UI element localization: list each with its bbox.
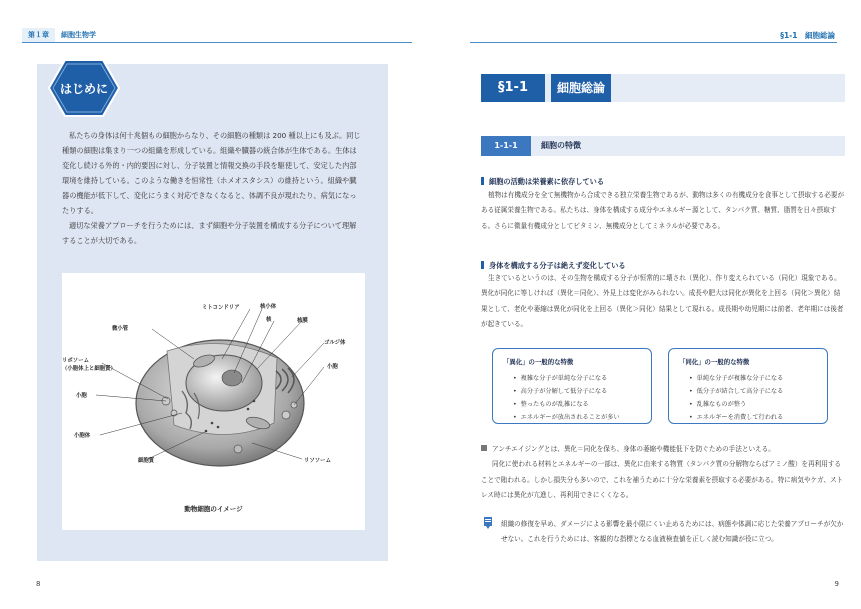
paragraph-molecules: 生きているというのは、その生物を構成する分子が恒常的に壊され（異化）、作り変えられている（同化）現象である。異化が同化に等しければ（異化＝同化）、外見上は変化がみられない。成長や肥大は同化が異化を上回る（同化＞異化）結果として、老化や萎縮は異化が同化を上回る（異化＞同化）結果として現れる。成長期や幼児期には前者、老年期には後者が起きている。: [481, 274, 844, 329]
heading-molecules: 身体を構成する分子は絶えず変化している: [481, 261, 626, 271]
list-item: • 複雑な分子が単純な分子になる: [513, 372, 620, 385]
section-number: §1-1: [481, 74, 545, 102]
note-lead: [481, 442, 845, 457]
card-anabolism-list: [689, 372, 783, 424]
intro-paragraph-1: 私たちの身体は何十兆個もの細胞からなり、その細胞の種類は 200 種以上にも及ぶ。同じ種類の細胞は集まり一つの組織を形成している。組織や臓器の統合体が生体である。生体は変化し続ける外的・内的要因に対し、分子装置と情報交換の手段を駆使して、安定した内部環境を維持している。このような働きを恒常性（ホメオスタシス）の維持という。組織や臓器の機能が低下して、変化にうまく対応できなくなると、体調不良が現れたり、病気になったりする。: [62, 131, 361, 215]
section-title-bar: [481, 74, 845, 102]
label-cytoplasm: 細胞質: [138, 458, 155, 464]
label-nuclear-membrane: 核膜: [297, 318, 308, 324]
chapter-tab: [22, 28, 96, 42]
list-item: • エネルギーが放出されることが多い: [513, 411, 620, 424]
subsection-number: 1-1-1: [481, 136, 531, 156]
note-lead-text: アンチエイジングとは、異化＝同化を保ち、身体の萎縮や機能低下を防ぐための手法といえる。: [492, 445, 775, 453]
figure-caption: 動物細胞のイメージ: [184, 505, 243, 513]
label-er: 小胞体: [74, 433, 91, 439]
subsection-title-bar: [481, 136, 845, 156]
list-item: • 乱雑なものが整う: [689, 398, 783, 411]
card-catabolism-list: [513, 372, 620, 424]
label-vesicle-right: 小胞: [327, 364, 338, 370]
subsection-title: 細胞の特徴: [541, 141, 581, 150]
right-page: [430, 0, 861, 609]
list-item: • 高分子が分解して低分子になる: [513, 385, 620, 398]
page-number-right: 9: [834, 580, 839, 588]
chapter-rule: [22, 42, 412, 43]
card-catabolism: [492, 348, 652, 424]
running-header: §1-1 細胞総論: [780, 31, 835, 40]
memo-text: 組織の修復を早め、ダメージによる影響を最小限にくい止めるためには、病態や体調に応じた栄養アプローチが欠かせない。これを行うためには、客観的な指標となる血液検査値を正しく読む知識が役に立つ。: [501, 520, 844, 544]
card-anabolism: [668, 348, 828, 424]
list-item: • 単純な分子が複雑な分子になる: [689, 372, 783, 385]
page-number-left: 8: [36, 580, 41, 588]
header-rule: [470, 42, 837, 43]
intro-label: はじめに: [59, 82, 108, 96]
card-catabolism-title: 「異化」の一般的な特徴: [503, 358, 574, 366]
intro-text: [62, 128, 362, 248]
note-anti-aging: [481, 442, 845, 504]
cell-figure: [62, 273, 365, 530]
square-bullet-icon: [481, 445, 487, 451]
list-item: • 低分子が結合して高分子になる: [689, 385, 783, 398]
label-microtubule: 微小管: [112, 326, 129, 332]
list-item: • 整ったものが乱雑になる: [513, 398, 620, 411]
label-mitochondria: ミトコンドリア: [202, 305, 240, 311]
paragraph-nutrients: 植物は有機成分を全て無機物から合成できる独立栄養生物であるが、動物は多くの有機成分を食事として摂取する必要がある従属栄養生物である。私たちは、身体を構成する成分やエネルギー源として、タンパク質、糖質、脂質を日々摂取する。さらに微量有機成分としてビタミン、無機成分としてミネラルが必要である。: [481, 191, 845, 230]
section-title: 細胞総論: [551, 74, 611, 102]
chapter-title: 細胞生物学: [61, 31, 96, 39]
memo-pencil-icon: [483, 517, 493, 529]
label-nucleolus: 核小体: [260, 304, 277, 310]
heading-nutrients: 細胞の活動は栄養素に依存している: [481, 177, 604, 187]
label-nucleus: 核: [266, 317, 272, 323]
label-ribosome: リボソーム （小胞体上と細胞質）: [62, 358, 116, 372]
chapter-number: 第１章: [22, 28, 55, 42]
label-golgi: ゴルジ体: [324, 340, 346, 346]
left-page: [0, 0, 430, 609]
label-lysosome: リソソーム: [304, 458, 331, 464]
list-item: • エネルギーを消費して行われる: [689, 411, 783, 424]
intro-paragraph-2: 適切な栄養アプローチを行うためには、まず細胞や分子装置を構成する分子について理解することが大切である。: [62, 221, 357, 245]
label-vesicle-left: 小胞: [76, 393, 87, 399]
card-anabolism-title: 「同化」の一般的な特徴: [679, 358, 750, 366]
note-body: 同化に使われる材料とエネルギーの一部は、異化に由来する物質（タンパク質の分解物ならばアミノ酸）を再利用することで賄われる。しかし損失分も多いので、これを補うために十分な栄養素を摂取する必要がある。特に病気やケガ、ストレス時には異化が亢進し、再利用できにくくなる。: [481, 460, 844, 500]
